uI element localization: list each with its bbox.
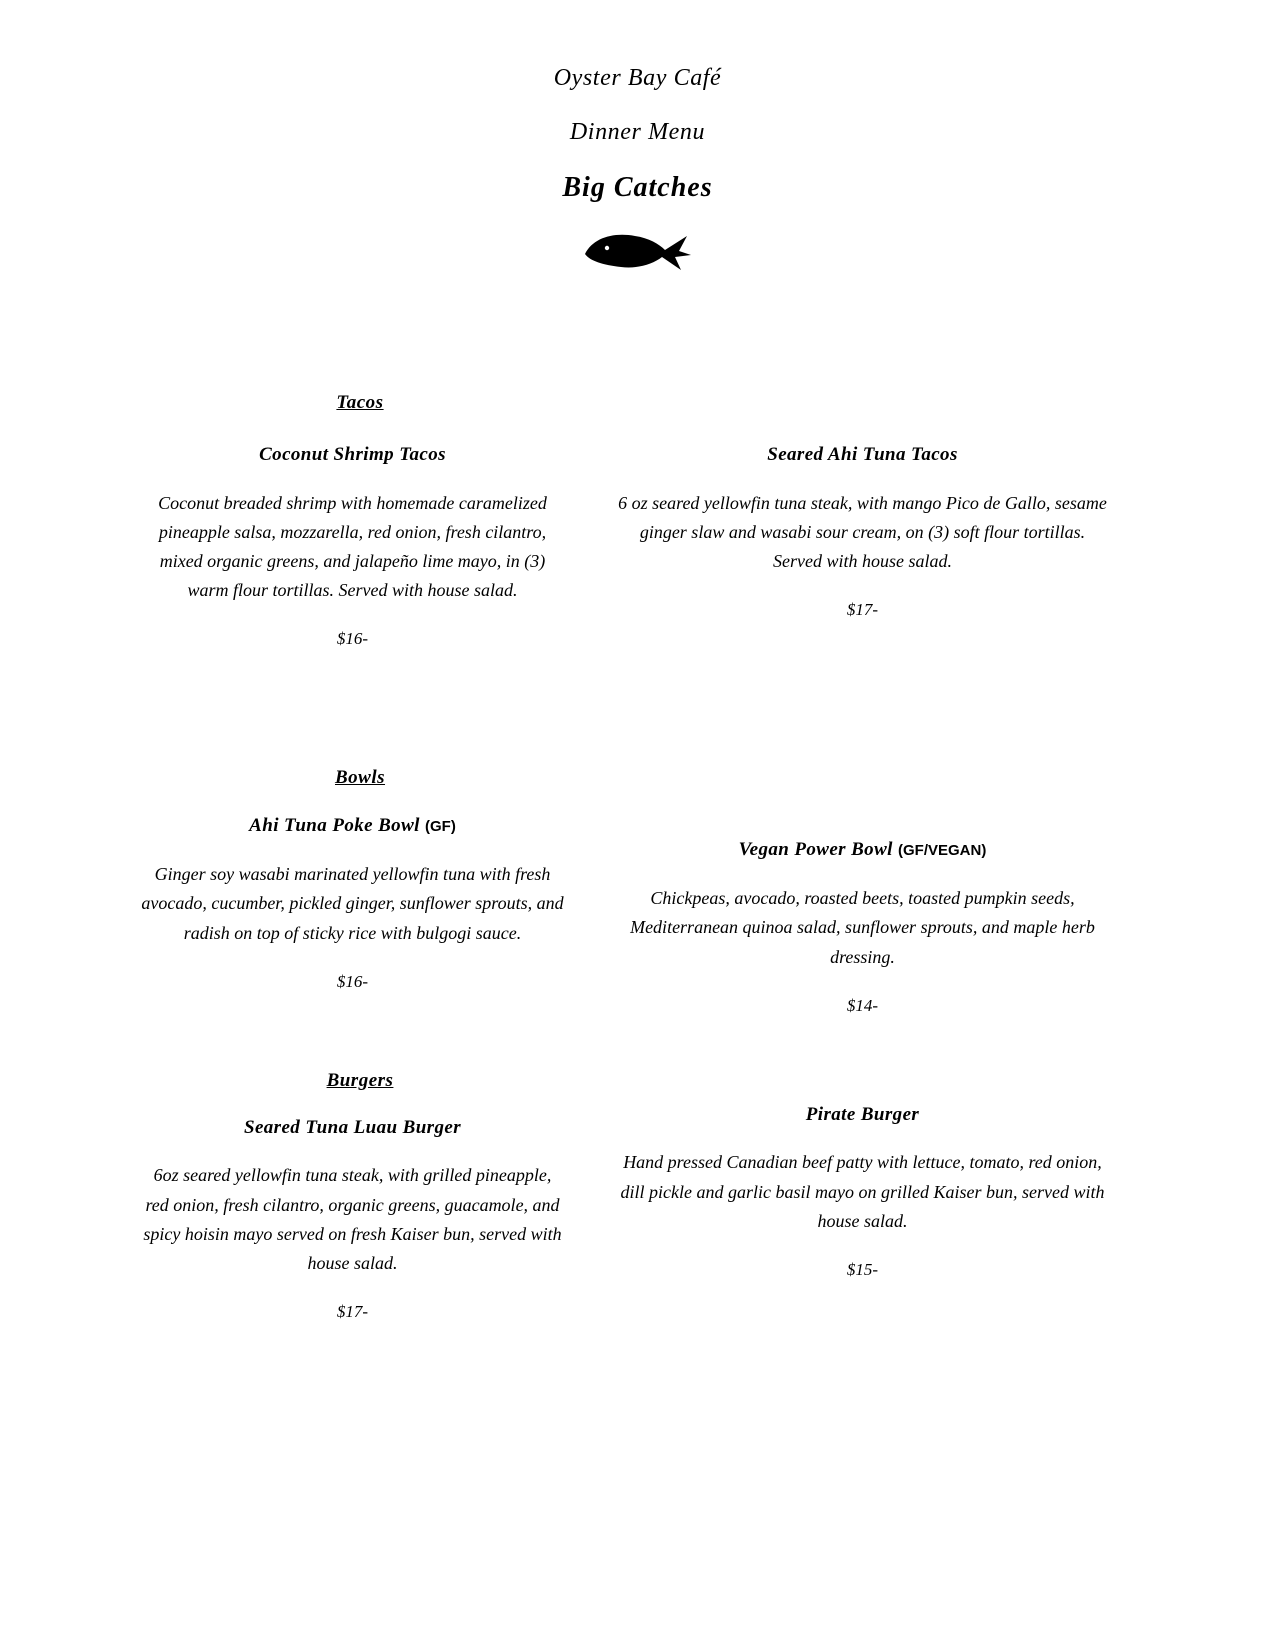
item-name-text: Coconut Shrimp Tacos [259, 444, 446, 465]
item-name [615, 1104, 1110, 1127]
item-description: Chickpeas, avocado, roasted beets, toasted pumpkin seeds, Mediterranean quinoa salad, sunflower sprouts, and maple herb dressing. [630, 888, 1095, 967]
section-heading-burgers: Burgers [326, 1069, 394, 1091]
menu-item-coconut-shrimp-tacos [0, 414, 575, 649]
item-name-text: Ahi Tuna Poke Bowl [249, 815, 425, 837]
item-description: 6 oz seared yellowfin tuna steak, with mango Pico de Gallo, sesame ginger slaw and wasabi sour cream, on (3) soft flour tortillas. Served with house salad. [618, 492, 1107, 572]
menu-header [0, 0, 1275, 276]
section-columns [0, 789, 1275, 1015]
section-heading-bowls: Bowls [334, 767, 386, 789]
menu-item-vegan-power-bowl [575, 789, 1275, 1015]
menu-item-seared-tuna-luau-burger [0, 1092, 575, 1322]
page-title: Big Catches [562, 172, 713, 203]
item-price: $16- [336, 971, 369, 991]
menu-item-seared-ahi-tuna-tacos [575, 414, 1275, 649]
menu-type: Dinner Menu [569, 119, 706, 145]
item-name-text: Vegan Power Bowl [738, 839, 898, 861]
item-description: Hand pressed Canadian beef patty with lettuce, tomato, red onion, dill pickle and garlic basil mayo on grilled Kaiser bun, served with house salad. [620, 1152, 1105, 1231]
section-columns [0, 1092, 1275, 1322]
menu-section-tacos [0, 392, 1275, 649]
item-name [140, 1117, 565, 1140]
item-description: Coconut breaded shrimp with homemade caramelized pineapple salsa, mozzarella, red onion, fresh cilantro, mixed organic greens, and jalapeño lime mayo, in (3) warm flour tortillas. Served with house salad. [158, 492, 547, 601]
fish-icon [583, 224, 693, 276]
item-price: $17- [846, 600, 879, 620]
fish-icon-wrap [0, 224, 1275, 276]
item-name [140, 815, 565, 838]
menu-item-ahi-tuna-poke-bowl [0, 789, 575, 1015]
item-name [615, 444, 1110, 467]
item-description: 6oz seared yellowfin tuna steak, with grilled pineapple, red onion, fresh cilantro, organic greens, guacamole, and spicy hoisin mayo served on fresh Kaiser bun, served with house salad. [143, 1165, 562, 1273]
item-price: $17- [336, 1302, 369, 1322]
item-description: Ginger soy wasabi marinated yellowfin tuna with fresh avocado, cucumber, pickled ginger, sunflower sprouts, and radish on top of sticky rice with bulgogi sauce. [141, 864, 564, 943]
menu-item-pirate-burger [575, 1092, 1275, 1322]
item-name-text: Seared Ahi Tuna Tacos [767, 444, 958, 465]
cafe-name: Oyster Bay Café [553, 65, 722, 91]
item-price: $14- [846, 995, 879, 1015]
item-name-text: Pirate Burger [805, 1103, 920, 1125]
item-name [615, 839, 1110, 862]
menu-section-burgers [0, 1070, 1275, 1322]
section-heading-tacos: Tacos [336, 392, 384, 413]
menu-section-bowls [0, 767, 1275, 1015]
item-tag: (GF/VEGAN) [898, 842, 987, 860]
item-name [140, 444, 565, 467]
item-tag: (GF) [425, 818, 456, 836]
item-name-text: Seared Tuna Luau Burger [243, 1116, 461, 1138]
menu-sections [0, 392, 1275, 1322]
item-price: $15- [846, 1259, 879, 1279]
item-price: $16- [336, 629, 369, 649]
section-columns [0, 414, 1275, 649]
